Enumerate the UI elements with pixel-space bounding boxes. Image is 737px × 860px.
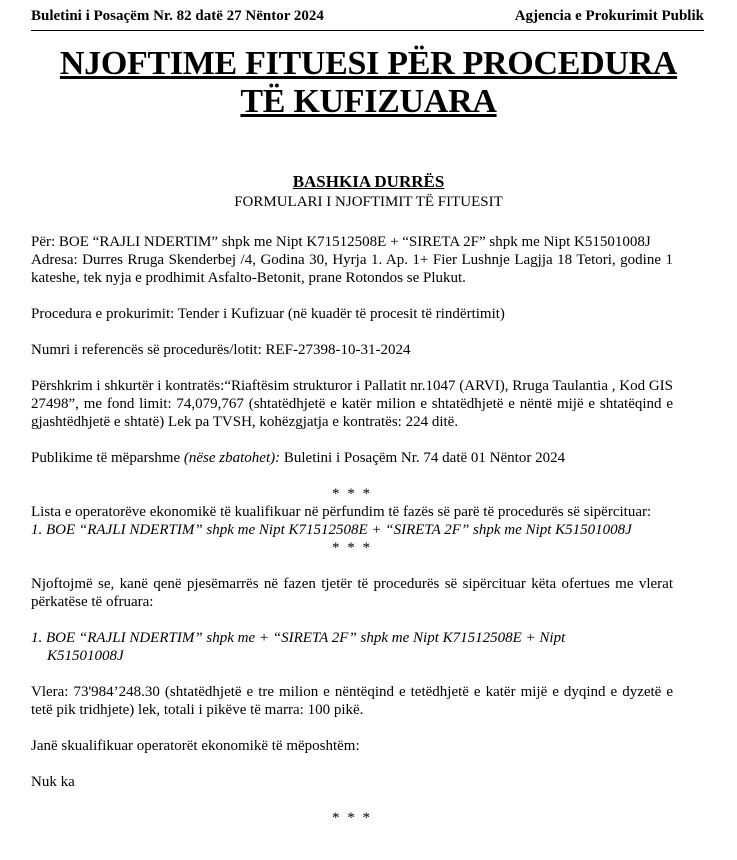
bidder-item-line2: K51501008J [47,648,124,664]
page-title [0,45,737,121]
section-separator: * * * [332,486,372,502]
address-line: Adresa: Durres Rruga Skenderbej /4, Godina 30, Hyrja 1. Ap. 1+ Fier Lushnje Lagjja 18 Tetori, godine 1 kateshe, tek nyja e prodhimit Asfalto-Betonit, prane Rotondos se Plukut. [31,252,673,286]
disqualified-intro: Janë skualifikuar operatorët ekonomikë të mëposhtëm: [31,738,360,754]
notice-body [31,233,673,827]
qualified-list-intro: Lista e operatorëve ekonomikë të kualifikuar në përfundim të fazës së parë të procedurës së sipërcituar: [31,504,652,520]
qualified-list-item: 1. BOE “RAJLI NDERTIM” shpk me Nipt K71512508E + “SIRETA 2F” shpk me Nipt K51501008J [31,522,632,538]
contracting-authority: BASHKIA DURRËS [292,172,445,191]
procedure-type: Procedura e prokurimit: Tender i Kufizuar (në kuadër të procesit të rindërtimit) [31,306,505,322]
bulletin-issue: Buletini i Posaçëm Nr. 82 datë 27 Nëntor 2024 [31,8,324,24]
disqualified-none: Nuk ka [31,774,75,790]
page-title-line1: NJOFTIME FITUESI PËR PROCEDURA [59,45,678,82]
reference-number: Numri i referencës së procedurës/lotit: REF-27398-10-31-2024 [31,342,411,358]
bidder-item-line1: 1. BOE “RAJLI NDERTIM” shpk me + “SIRETA 2F” shpk me Nipt K71512508E + Nipt [31,630,566,646]
previous-publications-value: Buletini i Posaçëm Nr. 74 datë 01 Nëntor 2024 [280,450,566,466]
previous-publications [31,449,673,467]
section-separator: * * * [332,810,372,826]
previous-publications-note: (nëse zbatohet): [183,450,281,466]
agency-name: Agjencia e Prokurimit Publik [514,8,704,24]
bidders-intro: Njoftojmë se, kanë qenë pjesëmarrës në fazen tjetër të procedurës së sipërcituar këta ofertues me vlerat përkatëse të ofruara: [31,576,673,610]
bid-value: Vlera: 73'984’248.30 (shtatëdhjetë e tre milion e nëntëqind e tetëdhjetë e katër mijë e dyqind e dyzetë e tetë pik tridhjete) lek, totali i pikëve të marra: 100 pikë. [31,684,673,718]
previous-publications-label: Publikime të mëparshme [31,450,184,466]
bulletin-header [31,8,704,31]
contract-description: Përshkrim i shkurtër i kontratës:“Riaftësim strukturor i Pallatit nr.1047 (ARVI), Rruga Taulantia , Kod GIS 27498”, me fond limit: 74,079,767 (shtatëdhjetë e katër milion e shtatëdhjetë e nëntë mijë e shtatëqind e gjashtëdhjetë e shtatë) Lek pa TVSH, kohëzgjatja e kontratës: 224 ditë. [31,378,673,430]
form-title: FORMULARI I NJOFTIMIT TË FITUESIT [234,194,503,210]
recipient-line: Për: BOE “RAJLI NDERTIM” shpk me Nipt K71512508E + “SIRETA 2F” shpk me Nipt K51501008J [31,234,651,250]
section-separator: * * * [332,540,372,556]
page-title-line2: TË KUFIZUARA [240,83,497,120]
